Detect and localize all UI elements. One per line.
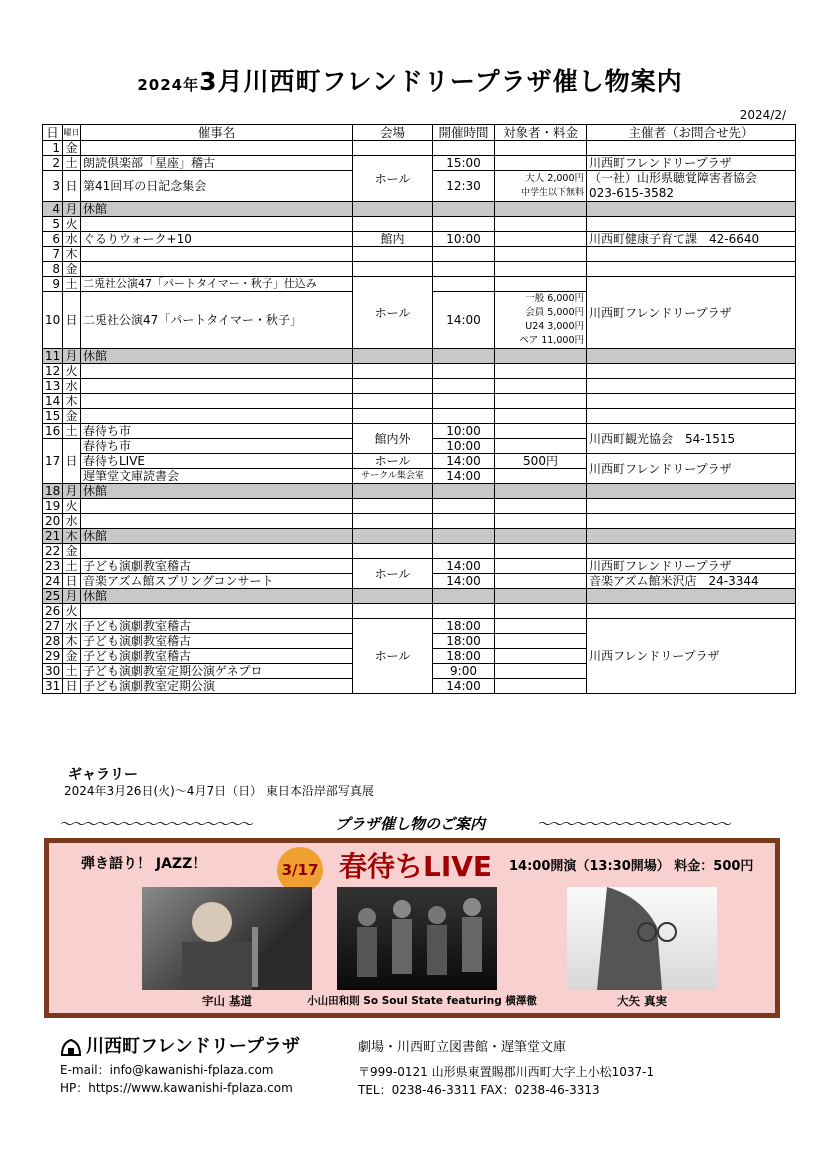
col-day: 日 [43,125,63,141]
fee-line: 会員 5,000円 [525,307,584,318]
event-cell: 子ども演劇教室稽古 [81,649,353,664]
day-cell: 1 [43,141,63,156]
time-cell: 14:00 [433,559,495,574]
weekday-cell: 木 [63,394,81,409]
weekday-cell: 金 [63,544,81,559]
day-cell: 19 [43,499,63,514]
day-cell: 3 [43,171,63,202]
event-cell: ぐるりウォーク+10 [81,232,353,247]
weekday-cell: 水 [63,619,81,634]
day-cell: 28 [43,634,63,649]
footer-address: 〒999-0121 山形県東置賜郡川西町大字上小松1037-1 [358,1065,655,1079]
event-cell: 休館 [81,589,353,604]
title-text: 3月川西町フレンドリープラザ催し物案内 [199,67,683,96]
organizer-cell: 川西町フレンドリープラザ [587,559,796,574]
wave-divider-right: 〜〜〜〜〜〜〜〜〜〜〜〜〜〜〜〜 [538,817,730,833]
table-row [43,529,796,544]
weekday-cell: 日 [63,292,81,349]
event-cell: 子ども演劇教室稽古 [81,619,353,634]
table-row [43,409,796,424]
day-cell: 4 [43,202,63,217]
weekday-cell: 木 [63,634,81,649]
col-venue: 会場 [353,125,433,141]
weekday-cell: 日 [63,439,81,484]
day-cell: 8 [43,262,63,277]
banner-info: 14:00開演（13:30開場） 料金：500円 [509,859,754,874]
organizer-cell: 川西町フレンドリープラザ [587,454,796,484]
day-cell: 26 [43,604,63,619]
event-cell: 休館 [81,202,353,217]
time-cell: 12:30 [433,171,495,202]
event-cell: 遅筆堂文庫読書会 [81,469,353,484]
day-cell: 10 [43,292,63,349]
venue-cell: 館内外 [353,424,433,454]
table-row [43,394,796,409]
event-cell: 子ども演劇教室定期公演ゲネプロ [81,664,353,679]
table-row [43,364,796,379]
day-cell: 7 [43,247,63,262]
table-row [43,484,796,499]
event-cell: 二兎社公演47「パートタイマー・秋子」 [81,292,353,349]
day-cell: 16 [43,424,63,439]
day-cell: 17 [43,439,63,484]
weekday-cell: 土 [63,559,81,574]
event-cell: 春待ち市 [81,424,353,439]
weekday-cell: 木 [63,529,81,544]
time-cell: 18:00 [433,619,495,634]
performer-caption-1: 宇山 基道 [201,994,252,1008]
table-row [43,619,796,634]
table-row [43,277,796,292]
venue-cell: ホール [353,454,433,469]
day-cell: 5 [43,217,63,232]
weekday-cell: 火 [63,217,81,232]
weekday-cell: 土 [63,277,81,292]
footer-email: E-mail：info@kawanishi-fplaza.com [60,1063,274,1077]
day-cell: 31 [43,679,63,694]
event-cell: 朗読倶楽部「星座」稽古 [81,156,353,171]
weekday-cell: 土 [63,424,81,439]
table-row [43,379,796,394]
col-time: 開催時間 [433,125,495,141]
organizer-cell: 川西フレンドリープラザ [587,619,796,694]
table-row [43,604,796,619]
fee-line: ペア 11,000円 [519,335,584,346]
organizer-cell: 音楽アズム館米沢店 24-3344 [587,574,796,589]
footer-phone: TEL：0238-46-3311 FAX：0238-46-3313 [358,1083,600,1097]
time-cell: 14:00 [433,292,495,349]
gallery-text: 2024年3月26日(火)～4月7日（日） 東日本沿岸部写真展 [64,784,374,798]
day-cell: 21 [43,529,63,544]
event-cell: 春待ちLIVE [81,454,353,469]
day-cell: 6 [43,232,63,247]
plaza-heading: プラザ催し物のご案内 [334,815,485,833]
table-row [43,514,796,529]
event-cell: 休館 [81,484,353,499]
event-cell: 子ども演劇教室定期公演 [81,679,353,694]
col-fee: 対象者・料金 [495,125,587,141]
day-cell: 22 [43,544,63,559]
table-row [43,424,796,439]
table-row [43,247,796,262]
weekday-cell: 土 [63,664,81,679]
event-cell: 休館 [81,349,353,364]
table-row [43,262,796,277]
time-cell: 14:00 [433,574,495,589]
performer-caption-3: 大矢 真実 [616,994,667,1008]
col-weekday: 曜日 [63,125,81,141]
schedule-table [42,124,796,694]
event-cell: 二兎社公演47「パートタイマー・秋子」仕込み [81,277,353,292]
table-row [43,349,796,364]
organizer-cell [587,171,796,202]
fee-line: 一般 6,000円 [525,293,584,304]
weekday-cell: 水 [63,514,81,529]
live-banner [44,838,780,1018]
day-cell: 20 [43,514,63,529]
footer-homepage: HP：https://www.kawanishi-fplaza.com [60,1081,293,1095]
footer-facilities: 劇場・川西町立図書館・遅筆堂文庫 [358,1040,567,1055]
weekday-cell: 火 [63,364,81,379]
fee-cell [495,292,587,349]
weekday-cell: 水 [63,379,81,394]
event-cell: 子ども演劇教室稽古 [81,634,353,649]
page-title [0,62,820,98]
fee-line: 中学生以下無料 [520,188,584,198]
organizer-cell: 川西町フレンドリープラザ [587,277,796,349]
time-cell: 10:00 [433,439,495,454]
banner-date-badge: 3/17 [277,847,323,893]
day-cell: 25 [43,589,63,604]
table-row [43,559,796,574]
weekday-cell: 木 [63,247,81,262]
event-cell: 音楽アズム館スプリングコンサート [81,574,353,589]
fee-cell [495,171,587,202]
organizer-cell: 川西町フレンドリープラザ [587,156,796,171]
weekday-cell: 月 [63,202,81,217]
time-cell: 14:00 [433,679,495,694]
plaza-building-icon [60,1037,82,1057]
day-cell: 27 [43,619,63,634]
day-cell: 9 [43,277,63,292]
venue-cell: サークル集会室 [353,469,433,484]
day-cell: 12 [43,364,63,379]
performer-caption-2: 小山田和則 So Soul State featuring 横澤徹 [307,995,537,1007]
table-row [43,454,796,469]
gallery-heading: ギャラリー [68,767,138,783]
day-cell: 18 [43,484,63,499]
day-cell: 11 [43,349,63,364]
performer-photo-1 [142,887,312,990]
day-cell: 30 [43,664,63,679]
table-row [43,589,796,604]
table-header-row [43,125,796,141]
performer-photo-2 [337,887,497,990]
time-cell: 9:00 [433,664,495,679]
weekday-cell: 月 [63,484,81,499]
venue-cell: ホール [353,156,433,202]
table-row [43,544,796,559]
fee-line: 大人 2,000円 [525,173,584,184]
event-cell: 子ども演劇教室稽古 [81,559,353,574]
day-cell: 23 [43,559,63,574]
weekday-cell: 日 [63,679,81,694]
time-cell: 10:00 [433,424,495,439]
fee-line: U24 3,000円 [525,321,584,332]
event-cell: 春待ち市 [81,439,353,454]
organizer-cell: 川西町観光協会 54-1515 [587,424,796,454]
title-year: 2024年 [137,76,200,94]
banner-title: 春待ちLIVE [339,850,493,883]
time-cell: 14:00 [433,454,495,469]
weekday-cell: 水 [63,232,81,247]
event-cell: 第41回耳の日記念集会 [81,171,353,202]
venue-cell: 館内 [353,232,433,247]
band-silhouette-icon [337,887,497,990]
weekday-cell: 日 [63,171,81,202]
day-cell: 24 [43,574,63,589]
issue-date: 2024/2/ [739,108,786,122]
weekday-cell: 土 [63,156,81,171]
organizer-line: 023-615-3582 [589,186,675,200]
singer-portrait-icon [567,887,717,990]
table-row [43,217,796,232]
banner-tagline: 弾き語り！ JAZZ！ [81,856,207,872]
fee-cell: 500円 [495,454,587,469]
weekday-cell: 月 [63,589,81,604]
day-cell: 15 [43,409,63,424]
weekday-cell: 火 [63,604,81,619]
logo-text: 川西町フレンドリープラザ [86,1036,300,1057]
organizer-line: （一社）山形県聴覚障害者協会 [589,171,758,185]
time-cell: 15:00 [433,156,495,171]
table-row [43,141,796,156]
weekday-cell: 金 [63,141,81,156]
col-organizer: 主催者（お問合せ先） [587,125,796,141]
table-row [43,156,796,171]
wave-divider-left: 〜〜〜〜〜〜〜〜〜〜〜〜〜〜〜〜 [60,817,252,833]
guitarist-silhouette-icon [142,887,312,990]
time-cell: 18:00 [433,649,495,664]
plaza-logo [60,1032,300,1058]
weekday-cell: 金 [63,649,81,664]
day-cell: 2 [43,156,63,171]
performer-photo-3 [567,887,717,990]
table-row [43,232,796,247]
table-row [43,202,796,217]
time-cell: 10:00 [433,232,495,247]
weekday-cell: 日 [63,574,81,589]
day-cell: 14 [43,394,63,409]
event-cell: 休館 [81,529,353,544]
weekday-cell: 金 [63,409,81,424]
organizer-cell: 川西町健康子育て課 42-6640 [587,232,796,247]
time-cell: 14:00 [433,469,495,484]
venue-cell: ホール [353,277,433,349]
day-cell: 29 [43,649,63,664]
weekday-cell: 金 [63,262,81,277]
weekday-cell: 月 [63,349,81,364]
venue-cell: ホール [353,559,433,589]
col-event: 催事名 [81,125,353,141]
table-row [43,499,796,514]
time-cell: 18:00 [433,634,495,649]
day-cell: 13 [43,379,63,394]
venue-cell: ホール [353,619,433,694]
weekday-cell: 火 [63,499,81,514]
